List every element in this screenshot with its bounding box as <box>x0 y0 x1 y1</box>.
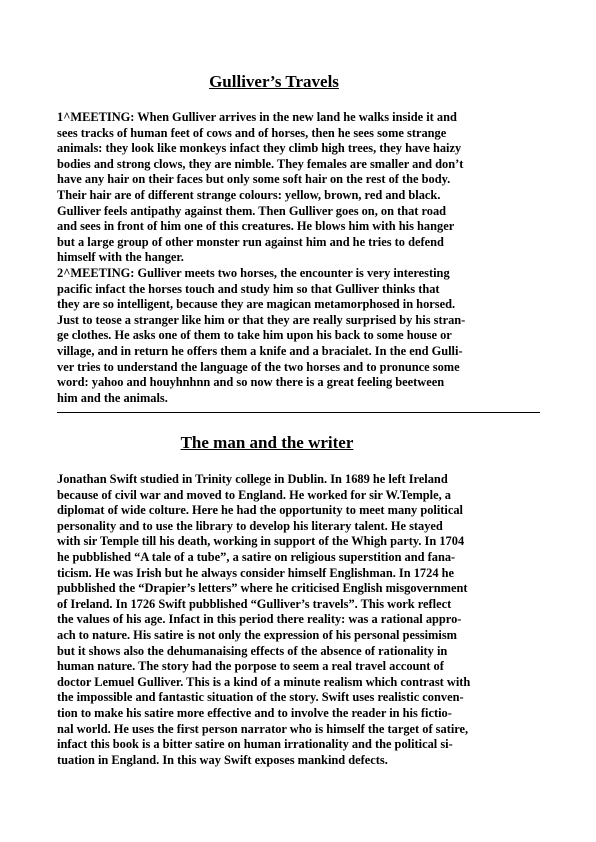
text-line: diplomat of wide colture. Here he had the opportunity to meet many political <box>57 503 463 518</box>
text-line: sees tracks of human feet of cows and of horses, then he sees some strange <box>57 125 447 140</box>
text-line: tuation in England. In this way Swift exposes mankind defects. <box>57 752 388 767</box>
text-line: village, and in return he offers them a knife and a bracialet. In the end Gulli- <box>57 343 463 358</box>
text-line: ver tries to understand the language of the two horses and to pronunce some <box>57 359 460 374</box>
text-line: himself with the hanger. <box>57 250 184 265</box>
text-line: with sir Temple till his death, working in support of the Whigh party. In 1704 <box>57 534 465 549</box>
text-line: Jonathan Swift studied in Trinity college in Dublin. In 1689 he left Ireland <box>57 472 448 486</box>
meetings-text <box>57 110 537 406</box>
text-line: he pubblished “A tale of a tube”, a satire on religious superstition and fana- <box>57 549 456 564</box>
text-line: they are so intelligent, because they are magican metamorphosed in horsed. <box>57 297 456 312</box>
section-title-man-and-writer: The man and the writer <box>180 433 354 452</box>
text-line: ach to nature. His satire is not only the expression of his personal pessimism <box>57 627 457 642</box>
text-line: ge clothes. He asks one of them to take him upon his back to some house or <box>57 328 452 343</box>
text-line: the impossible and fantastic situation of the story. Swift uses realistic conven- <box>57 690 464 705</box>
text-line: word: yahoo and houyhnhnn and so now there is a great feeling beetween <box>57 375 445 390</box>
text-line: the values of his age. Infact in this period there reality: was a rational appro- <box>57 612 462 627</box>
text-line: personality and to use the library to develop his literary talent. He stayed <box>57 518 443 533</box>
text-line: Their hair are of different strange colours: yellow, brown, red and black. <box>57 187 441 202</box>
text-line: doctor Lemuel Gulliver. This is a kind of a minute realism which contrast with <box>57 674 471 689</box>
text-line: and sees in front of him one of this creatures. He blows him with his hanger <box>57 219 455 234</box>
text-line: 2^MEETING: Gulliver meets two horses, the encounter is very interesting <box>57 265 450 280</box>
text-line: ticism. He was Irish but he always consider himself Englishman. In 1724 he <box>57 565 455 580</box>
text-line: pacific infact the horses touch and study him so that Gulliver thinks that <box>57 281 440 296</box>
biography-text <box>57 472 537 768</box>
text-line: infact this book is a bitter satire on human irrationality and the political si- <box>57 737 453 752</box>
text-line: bodies and strong clows, they are nimble. They females are smaller and don’t <box>57 156 464 171</box>
text-line: of Ireland. In 1726 Swift pubblished “Gulliver’s travels”. This work reflect <box>57 596 452 611</box>
text-line: Gulliver feels antipathy against them. Then Gulliver goes on, on that road <box>57 203 447 218</box>
text-line: have any hair on their faces but only some soft hair on the rest of the body. <box>57 172 451 187</box>
section-title-gullivers-travels: Gulliver’s Travels <box>209 72 339 91</box>
text-line: him and the animals. <box>57 390 168 405</box>
text-line: animals: they look like monkeys infact they climb high trees, they have haizy <box>57 141 462 156</box>
text-line: but it shows also the dehumanaising effects of the absence of rationality in <box>57 643 448 658</box>
text-line: 1^MEETING: When Gulliver arrives in the new land he walks inside it and <box>57 110 457 124</box>
text-line: human nature. The story had the porpose to seem a real travel account of <box>57 659 444 674</box>
text-line: tion to make his satire more effective and to involve the reader in his fictio- <box>57 705 452 720</box>
text-line: nal world. He uses the first person narrator who is himself the target of satire, <box>57 721 469 736</box>
horizontal-divider <box>57 412 540 413</box>
text-line: pubblished the “Drapier’s letters” where he criticised English misgovernment <box>57 581 468 596</box>
text-line: but a large group of other monster run against him and he tries to defend <box>57 234 444 249</box>
text-line: Just to teose a stranger like him or that they are really surprised by his stran- <box>57 312 466 327</box>
text-line: because of civil war and moved to England. He worked for sir W.Temple, a <box>57 487 451 502</box>
